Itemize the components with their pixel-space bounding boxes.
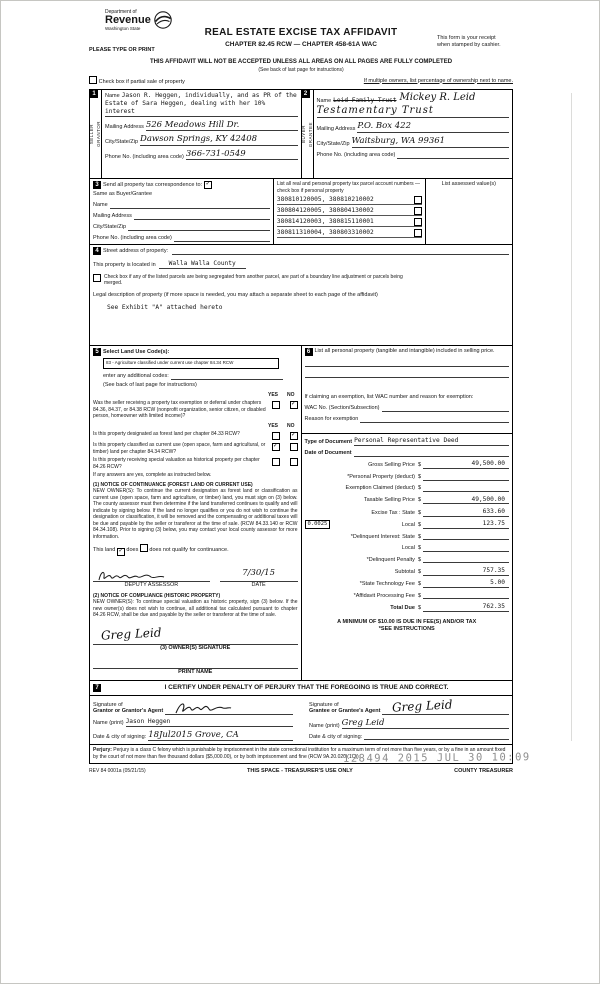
parcel-personal-checkbox[interactable] <box>414 229 422 237</box>
exemption-claimed-input[interactable] <box>423 484 509 492</box>
grantee-signature-line[interactable] <box>382 699 509 715</box>
treasurer-use-only-label: THIS SPACE - TREASURER'S USE ONLY <box>247 768 353 775</box>
grantee-name-print-input[interactable]: Greg Leid <box>342 718 509 730</box>
amount-row-affidavit-processing-fee: *Affidavit Processing Fee $ <box>305 591 510 599</box>
buyer-citystatezip-input[interactable]: Waitsburg, WA 99361 <box>352 136 509 148</box>
grantee-date-city-input[interactable] <box>364 732 509 740</box>
seller-role-label: SELLER <box>89 124 95 145</box>
doc-type-label: Type of Document <box>304 438 353 445</box>
seller-role-strip <box>90 90 102 178</box>
amount-row-delinquent-interest-local: Local $ <box>305 544 510 552</box>
form-footer <box>89 768 513 775</box>
rev-number: REV 84 0001a (05/21/15) <box>89 768 146 775</box>
owner-signature-value: Greg Leid <box>100 625 162 643</box>
assessed-values-column <box>426 179 512 244</box>
parcel-row <box>277 218 422 227</box>
seller-citystatezip-input[interactable]: Dawson Springs, KY 42408 <box>140 134 297 146</box>
seller-fields <box>102 90 301 178</box>
question-forest-land <box>93 431 298 440</box>
exemption-intro: If claiming an exemption, list WAC number and reason for exemption: <box>304 394 474 401</box>
grantor-role-label: GRANTOR <box>96 121 101 148</box>
legal-description-value[interactable]: See Exhibit "A" attached hereto <box>107 303 223 311</box>
reason-exemption-label: Reason for exemption <box>304 416 359 423</box>
taxable-selling-price-input[interactable]: 49,500.00 <box>423 496 509 505</box>
landuse-select-label: Select Land Use Code(s): <box>103 348 170 355</box>
landuse-column <box>90 346 302 680</box>
grantee-date-city-label: Date & city of signing: <box>309 733 363 740</box>
gross-selling-price-input[interactable]: 49,500.00 <box>423 460 509 469</box>
seller-name-input[interactable]: Jason R. Heggen, individually, and as PR of the <box>121 92 297 100</box>
amount-row-total-due: Total Due $ 762.35 <box>305 603 510 612</box>
certify-statement: I CERTIFY UNDER PENALTY OF PERJURY THAT THE FOREGOING IS TRUE AND CORRECT. <box>164 683 449 691</box>
corr-name-input[interactable] <box>110 201 270 209</box>
exemption-no-checkbox[interactable]: ✓ <box>290 401 297 408</box>
grantor-date-city-input[interactable]: 18Jul2015 Grove, CA <box>148 730 293 742</box>
completion-warning: THIS AFFIDAVIT WILL NOT BE ACCEPTED UNLESS ALL AREAS ON ALL PAGES ARE FULLY COMPLETED <box>149 59 453 65</box>
buyer-phone-input[interactable] <box>397 151 509 159</box>
parcel-row <box>277 207 422 216</box>
parcel-list <box>274 179 426 244</box>
buyer-name-line2[interactable]: Testamentary Trust <box>317 105 510 119</box>
grantee-role-label: GRANTEE <box>307 121 313 147</box>
treasurer-receipt-stamp: 128494 2015 JUL 30 10:09 <box>342 751 531 765</box>
doc-type-input[interactable]: Personal Representative Deed <box>354 437 509 446</box>
county-treasurer-label: COUNTY TREASURER <box>454 768 513 775</box>
section-3-number: 3 <box>93 181 101 189</box>
dor-logo <box>105 9 173 32</box>
parcel-numbers: 380814120003, 380815110001 <box>276 218 374 226</box>
section-6-number: 6 <box>305 348 313 356</box>
seller-mailing-input[interactable]: 526 Meadows Hill Dr. <box>146 120 298 132</box>
assessed-values-header: List assessed value(s) <box>441 181 497 188</box>
notice1-body: NEW OWNER(S): To continue the current designation as forest land or classification as current use (open space, farm and agriculture, or timber) land, you must sign on (3) below. The county assessor must then determine if the land transferred continues to qualify and will indicate by signing below. If the land no longer qualifies or you do not wish to continue the designation or classification, it will be removed and the compensating or additional taxes will be due and payable by the seller or transferor at the time of sale. (RCW 84.33.140 or RCW 84.34.108). Prior to signing (3) below, you may contact your local county assessor for more information. <box>93 488 298 540</box>
doc-date-label: Date of Document <box>304 449 352 456</box>
section-7-number: 7 <box>93 684 101 692</box>
document-amounts-block <box>302 433 513 632</box>
wac-no-input[interactable] <box>382 404 510 412</box>
partial-sale-checkbox[interactable] <box>89 76 97 84</box>
minimum-due-note: A MINIMUM OF $10.00 IS DUE IN FEE(S) AND/OR TAX <box>337 618 477 625</box>
print-name-line[interactable] <box>93 656 298 669</box>
notice2-title: (2) NOTICE OF COMPLIANCE (HISTORIC PROPERTY) <box>93 592 221 599</box>
if-yes-note: If any answers are yes, complete as instructed below. <box>93 472 212 478</box>
partial-sale-label: Check box if partial sale of property <box>98 78 185 85</box>
personal-property-label: List all personal property (tangible and intangible) included in selling price. <box>314 348 495 355</box>
parcel-list-header: List all real and personal property tax parcel account numbers — check box if personal property <box>276 181 421 194</box>
please-type-label: PLEASE TYPE OR PRINT <box>89 47 155 53</box>
delinquent-penalty-input[interactable] <box>423 555 509 563</box>
grantor-signature <box>173 700 233 716</box>
buyer-role-strip <box>302 90 314 178</box>
excise-tax-state-input[interactable]: 633.60 <box>423 508 509 517</box>
current-use-yes-checkbox[interactable]: ✓ <box>272 443 279 449</box>
scan-edge-artifact <box>571 93 572 741</box>
corr-phone-input[interactable] <box>174 234 270 242</box>
amount-row-taxable: Taxable Selling Price $ 49,500.00 <box>305 496 510 505</box>
landuse-personal-section <box>89 345 513 681</box>
delinquent-interest-local-input[interactable] <box>423 544 509 552</box>
amount-row-gross: Gross Selling Price $ 49,500.00 <box>305 460 510 469</box>
affidavit-processing-fee-input[interactable] <box>423 591 509 599</box>
grantor-signature-line[interactable] <box>165 699 293 715</box>
buyer-name-input[interactable]: Mickey R. Leid <box>399 92 476 104</box>
buyer-name-label: Name <box>316 97 332 104</box>
parcel-row <box>277 196 422 205</box>
land-use-code-select[interactable]: 83 - Agriculture classified under current use chapter 84.34 RCW <box>103 358 279 369</box>
question-historic-text: Is this property receiving special valuation as historical property per chapter 84.26 RCW? <box>93 457 260 470</box>
parcel-personal-checkbox[interactable] <box>414 207 422 215</box>
seller-mailing-label: Mailing Address <box>105 124 144 131</box>
receipt-note-line2: when stamped by cashier. <box>437 42 501 49</box>
owner-signature-label: (3) OWNER(S) SIGNATURE <box>160 644 231 651</box>
corr-phone-label: Phone No. (including area code) <box>93 235 172 242</box>
continuance-qualify-row: This land ✓ does does not qualify for continuance. <box>93 544 298 556</box>
buyer-role-label: BUYER <box>300 125 306 144</box>
receipt-note <box>437 35 513 49</box>
affidavit-form <box>89 7 531 775</box>
notice2-body: NEW OWNER(S): To continue special valuation as historic property, sign (3) below. If the new owner(s) does not wish to continue, all additional tax calculated pursuant to chapter 84.26 RCW, shall be due and payable by the seller or transferor at the time of sale. <box>93 599 298 619</box>
same-as-buyer-label: Same as Buyer/Grantee <box>93 191 153 198</box>
seller-name-label: Name <box>105 93 120 100</box>
does-qualify-checkbox[interactable]: ✓ <box>118 548 124 554</box>
logo-revenue: Revenue <box>105 14 151 27</box>
owner-signature-line[interactable] <box>93 627 298 645</box>
receipt-note-line1: This form is your receipt <box>437 35 496 41</box>
signatures-row <box>90 696 512 744</box>
additional-codes-label: enter any additional codes: <box>103 373 169 380</box>
segregated-checkbox[interactable] <box>93 274 101 282</box>
historic-no-checkbox[interactable] <box>290 458 298 466</box>
buyer-name-struck: Leid Family Trust <box>333 97 397 104</box>
buyer-citystatezip-label: City/State/Zip <box>316 140 350 147</box>
forest-yes-checkbox[interactable] <box>272 432 280 440</box>
amount-row-subtotal: Subtotal $ 757.35 <box>305 567 510 576</box>
subtotal-input[interactable]: 757.35 <box>423 567 509 576</box>
grantor-name-print-label: Name (print) <box>93 719 124 726</box>
corr-citystatezip-label: City/State/Zip <box>93 224 127 231</box>
question-forest-text: Is this property designated as forest land per chapter 84.33 RCW? <box>93 431 240 437</box>
form-header <box>89 7 513 59</box>
question-current-use-text: Is this property classified as current use (open space, farm and agricultural, or timber) land per chapter 84.34 RCW? <box>93 442 266 455</box>
buyer-phone-label: Phone No. (including area code) <box>316 151 396 158</box>
grantor-signature-label: Signature of Grantor or Grantor's Agent <box>93 701 164 715</box>
chapter-line: CHAPTER 82.45 RCW — CHAPTER 458-61A WAC <box>225 40 377 48</box>
corr-mailing-label: Mailing Address <box>93 213 132 220</box>
grantor-date-city-label: Date & city of signing: <box>93 734 147 741</box>
buyer-mailing-label: Mailing Address <box>316 126 356 132</box>
amount-row-personal-property: *Personal Property (deduct) $ <box>305 473 510 481</box>
print-name-label: PRINT NAME <box>178 668 213 675</box>
grantor-signature-block <box>93 699 301 741</box>
seller-phone-label: Phone No. (including area code) <box>105 153 184 160</box>
grantee-signature: Greg Leid <box>392 697 454 715</box>
deputy-assessor-signature <box>97 569 167 583</box>
local-rate-box: 0.0025 <box>305 520 331 529</box>
grantee-signature-block <box>301 699 509 741</box>
correspondence-section <box>89 178 513 245</box>
does-not-qualify-checkbox[interactable] <box>140 544 148 552</box>
parcel-numbers: 380811310004, 380803310002 <box>276 229 374 237</box>
amount-row-state-technology-fee: *State Technology Fee $ 5.00 <box>305 579 510 588</box>
seller-citystatezip-label: City/State/Zip <box>105 138 139 145</box>
buyer-block <box>302 90 513 178</box>
question-exemption-text: Was the seller receiving a property tax exemption or deferral under chapters 84.36, 84.37, or 84.38 RCW (nonprofit organization, senior citizen, or disabled person, homeowner with limited income)? <box>93 400 266 420</box>
buyer-fields <box>314 90 513 178</box>
exemption-yes-checkbox[interactable] <box>272 401 280 409</box>
personal-property-line1[interactable] <box>305 356 510 367</box>
assessor-signature-row <box>93 568 298 589</box>
multiple-owners-note: If multiple owners, list percentage of ownership next to name. <box>363 77 513 84</box>
deputy-assessor-signature-line[interactable] <box>93 568 210 582</box>
forest-no-checkbox[interactable]: ✓ <box>290 432 297 438</box>
county-input[interactable]: Walla Walla County <box>159 260 246 269</box>
parcel-personal-checkbox[interactable] <box>414 218 422 226</box>
yesno-header: YES NO <box>267 422 295 429</box>
amount-row-exemption-claimed: Exemption Claimed (deduct) $ <box>305 484 510 492</box>
revenue-swoosh-icon <box>153 10 173 30</box>
delinquent-interest-state-input[interactable] <box>423 532 509 540</box>
section-5-number: 5 <box>93 348 101 356</box>
segregated-label: Check box if any of the listed parcels are being segregated from another parcel, are part of a boundary line adjustment or parcels being merged. <box>104 273 403 287</box>
corr-mailing-input[interactable] <box>134 212 270 220</box>
perjury-notice: Perjury: Perjury is a class C felony which is punishable by imprisonment in the state correctional institution for a maximum term of not more than five years, or by a fine in an amount fixed by the court of not more than five thousand dollars ($5,000.00), or by both imprisonment and fine (RCW 9A.20.020 (1C)). <box>90 744 512 763</box>
see-instructions-note: *SEE INSTRUCTIONS <box>378 625 435 632</box>
partial-sale-row <box>89 76 513 87</box>
same-as-buyer-checkbox[interactable]: ✓ <box>205 181 211 188</box>
additional-codes-input[interactable] <box>171 372 283 380</box>
assessor-date-line[interactable] <box>220 568 298 582</box>
parcel-numbers: 380804120005, 380804130002 <box>276 207 374 215</box>
buyer-mailing-input[interactable]: P.O. Box 422 <box>357 121 509 133</box>
question-current-use <box>93 442 298 455</box>
assessor-date-value: 7/30/15 <box>242 568 275 578</box>
see-back-note: (See back of last page for instructions) <box>258 66 344 73</box>
logo-dept-of: Department of <box>105 9 137 15</box>
amount-row-delinquent-penalty: *Delinquent Penalty $ <box>305 555 510 563</box>
legal-description-label: Legal description of property (if more space is needed, you may attach a separate sheet to each page of the affidavit) <box>93 291 378 298</box>
personal-property-column <box>302 346 513 680</box>
parties-section <box>89 89 513 179</box>
amount-row-local: 0.0025 Local $ 123.75 <box>305 520 510 529</box>
form-title: REAL ESTATE EXCISE TAX AFFIDAVIT <box>204 27 398 38</box>
seller-phone-input[interactable]: 366-731-0549 <box>186 149 298 161</box>
wac-no-label: WAC No. (Section/Subsection) <box>304 405 380 412</box>
send-correspondence-label: Send all property tax correspondence to: <box>103 181 203 188</box>
excise-tax-local-input[interactable]: 123.75 <box>423 520 509 529</box>
parcel-personal-checkbox[interactable] <box>414 196 422 204</box>
historic-yes-checkbox[interactable] <box>272 458 280 466</box>
grantee-name-print-label: Name (print) <box>309 722 340 729</box>
yesno-header: YES NO <box>267 392 295 398</box>
parcel-row <box>277 229 422 238</box>
seller-name-line2[interactable]: Estate of Sara Heggen, dealing with her 10% interest <box>105 100 298 117</box>
date-label: DATE <box>251 582 266 588</box>
total-due-input[interactable]: 762.35 <box>423 603 509 612</box>
parcel-numbers: 380810120005, 380810210002 <box>276 196 374 204</box>
question-exemption <box>93 400 298 420</box>
reason-exemption-input[interactable] <box>360 415 509 423</box>
amount-row-excise-state: Excise Tax : State $ 633.60 <box>305 508 510 517</box>
doc-date-input[interactable] <box>354 449 509 457</box>
section-2-number: 2 <box>302 90 310 98</box>
amount-row-delinquent-interest-state: *Delinquent Interest: State $ <box>305 532 510 540</box>
grantor-name-print-input[interactable]: Jason Heggen <box>126 718 293 727</box>
section-1-number: 1 <box>90 90 98 98</box>
personal-property-deduct-input[interactable] <box>423 473 509 481</box>
partial-sale-group <box>89 76 185 87</box>
property-location-section <box>89 244 513 346</box>
current-use-no-checkbox[interactable] <box>290 443 298 451</box>
notice1-title: (1) NOTICE OF CONTINUANCE (FOREST LAND OR CURRENT USE) <box>93 481 253 488</box>
located-in-label: This property is located in <box>93 262 156 268</box>
state-technology-fee-input[interactable]: 5.00 <box>423 579 509 588</box>
question-historic <box>93 457 298 470</box>
seller-block <box>90 90 302 178</box>
personal-property-line2[interactable] <box>305 367 510 378</box>
corr-name-label: Name <box>93 202 108 209</box>
street-address-input[interactable] <box>172 247 509 255</box>
logo-washington-state: Washington State <box>105 26 141 32</box>
deputy-assessor-label: DEPUTY ASSESSOR <box>124 582 179 588</box>
corr-citystatezip-input[interactable] <box>128 223 270 231</box>
section-4-number: 4 <box>93 247 101 255</box>
landuse-see-back: (See back of last page for instructions) <box>103 382 197 389</box>
correspondence-fields <box>90 179 274 244</box>
grantee-signature-label: Signature of Grantee or Grantee's Agent <box>309 701 381 715</box>
street-address-label: Street address of property: <box>103 248 169 255</box>
